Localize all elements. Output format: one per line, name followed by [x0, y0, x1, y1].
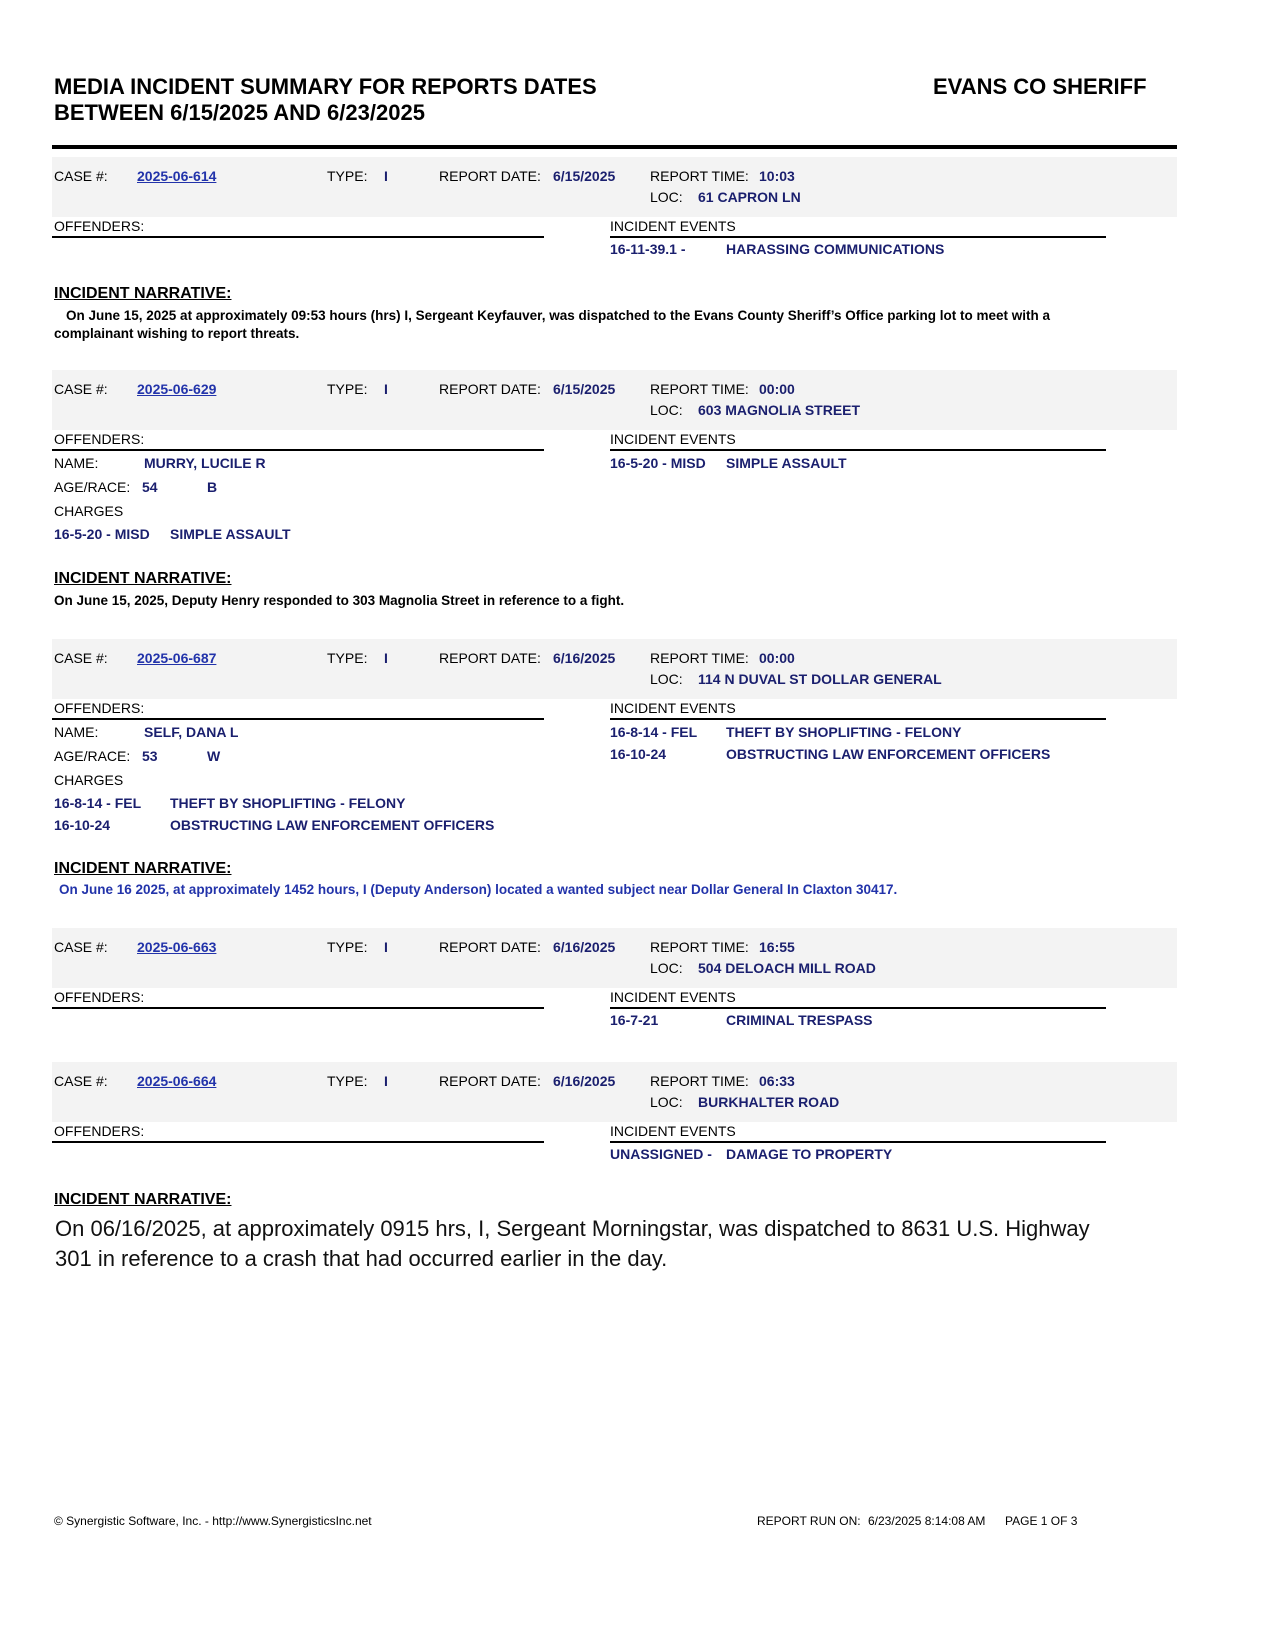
report-date-value: 6/15/2025 — [553, 168, 616, 184]
type-label: TYPE: — [327, 939, 368, 955]
type-value: I — [384, 168, 388, 184]
offender-race: W — [207, 748, 221, 764]
report-time-label: REPORT TIME: — [650, 939, 749, 955]
charges-label: CHARGES — [54, 772, 124, 788]
offenders-label: OFFENDERS: — [54, 700, 145, 716]
location-value: BURKHALTER ROAD — [698, 1094, 840, 1110]
offenders-rule — [52, 1007, 544, 1009]
narrative-text: On June 16 2025, at approximately 1452 hours, I (Deputy Anderson) located a wanted subject near Dollar General In Claxton 30417. — [59, 882, 898, 897]
event-description: SIMPLE ASSAULT — [726, 455, 847, 471]
location-label: LOC: — [650, 960, 683, 976]
report-date-value: 6/16/2025 — [553, 650, 616, 666]
location-value: 603 MAGNOLIA STREET — [698, 402, 861, 418]
case-header-band — [52, 370, 1177, 430]
event-description: HARASSING COMMUNICATIONS — [726, 241, 945, 257]
narrative-heading: INCIDENT NARRATIVE: — [54, 285, 232, 302]
report-date-label: REPORT DATE: — [439, 168, 541, 184]
charges-label: CHARGES — [54, 503, 124, 519]
case-header-band — [52, 639, 1177, 699]
offender-name: SELF, DANA L — [144, 724, 239, 740]
narrative-text: On June 15, 2025, Deputy Henry responded to 303 Magnolia Street in reference to a fight. — [54, 593, 625, 608]
case-number-link[interactable]: 2025-06-629 — [137, 381, 217, 397]
narrative-text-line2: 301 in reference to a crash that had occurred earlier in the day. — [55, 1246, 668, 1271]
report-date-value: 6/15/2025 — [553, 381, 616, 397]
narrative-text-line1: On 06/16/2025, at approximately 0915 hrs, I, Sergeant Morningstar, was dispatched to 8631 U.S. Highway — [55, 1216, 1090, 1241]
age-race-label: AGE/RACE: — [54, 479, 131, 495]
type-value: I — [384, 381, 388, 397]
footer-report-run-label: REPORT RUN ON: — [757, 1514, 861, 1528]
offender-name: MURRY, LUCILE R — [144, 455, 266, 471]
charge-code: 16-10-24 — [54, 817, 111, 833]
type-value: I — [384, 1073, 388, 1089]
event-code: 16-11-39.1 - — [610, 241, 686, 257]
agency-name: EVANS CO SHERIFF — [933, 74, 1147, 99]
case-number-link[interactable]: 2025-06-664 — [137, 1073, 217, 1089]
event-description: CRIMINAL TRESPASS — [726, 1012, 873, 1028]
event-description: DAMAGE TO PROPERTY — [726, 1146, 893, 1162]
report-time-label: REPORT TIME: — [650, 1073, 749, 1089]
footer-report-run-value: 6/23/2025 8:14:08 AM — [868, 1514, 986, 1528]
incident-events-rule — [610, 1141, 1106, 1143]
offender-name-label: NAME: — [54, 455, 99, 471]
event-code: 16-8-14 - FEL — [610, 724, 698, 740]
charge-description: OBSTRUCTING LAW ENFORCEMENT OFFICERS — [170, 817, 495, 833]
type-value: I — [384, 650, 388, 666]
case-number-label: CASE #: — [54, 1073, 108, 1089]
narrative-text: On June 15, 2025 at approximately 09:53 hours (hrs) I, Sergeant Keyfauver, was dispatched to the Evans County Sheriff’s Office parking lot to meet with a complainant wishing to report threats. — [54, 308, 1051, 341]
type-label: TYPE: — [327, 1073, 368, 1089]
incident-events-rule — [610, 449, 1106, 451]
footer-page-number: PAGE 1 OF 3 — [1005, 1514, 1078, 1528]
report-time-value: 10:03 — [759, 168, 795, 184]
offenders-label: OFFENDERS: — [54, 218, 145, 234]
offenders-label: OFFENDERS: — [54, 989, 145, 1005]
offender-age: 54 — [142, 479, 158, 495]
location-value: 114 N DUVAL ST DOLLAR GENERAL — [698, 671, 942, 687]
report-date-label: REPORT DATE: — [439, 1073, 541, 1089]
location-label: LOC: — [650, 189, 683, 205]
report-time-label: REPORT TIME: — [650, 650, 749, 666]
incident-events-label: INCIDENT EVENTS — [610, 431, 736, 447]
incident-events-label: INCIDENT EVENTS — [610, 989, 736, 1005]
charge-code: 16-8-14 - FEL — [54, 795, 142, 811]
type-label: TYPE: — [327, 650, 368, 666]
footer-copyright: © Synergistic Software, Inc. - http://www.SynergisticsInc.net — [54, 1514, 372, 1528]
location-label: LOC: — [650, 1094, 683, 1110]
case-number-label: CASE #: — [54, 939, 108, 955]
report-time-label: REPORT TIME: — [650, 381, 749, 397]
header-rule — [52, 145, 1177, 149]
report-date-label: REPORT DATE: — [439, 939, 541, 955]
report-date-label: REPORT DATE: — [439, 650, 541, 666]
report-time-value: 00:00 — [759, 381, 795, 397]
offenders-rule — [52, 718, 544, 720]
offenders-label: OFFENDERS: — [54, 431, 145, 447]
report-time-value: 16:55 — [759, 939, 795, 955]
report-date-label: REPORT DATE: — [439, 381, 541, 397]
offenders-rule — [52, 1141, 544, 1143]
location-value: 61 CAPRON LN — [698, 189, 801, 205]
case-number-label: CASE #: — [54, 381, 108, 397]
case-number-link[interactable]: 2025-06-663 — [137, 939, 217, 955]
event-description: THEFT BY SHOPLIFTING - FELONY — [726, 724, 962, 740]
incident-events-rule — [610, 1007, 1106, 1009]
case-number-label: CASE #: — [54, 650, 108, 666]
event-code: UNASSIGNED - — [610, 1146, 712, 1162]
report-time-label: REPORT TIME: — [650, 168, 749, 184]
narrative-heading: INCIDENT NARRATIVE: — [54, 860, 232, 877]
report-title-line1: MEDIA INCIDENT SUMMARY FOR REPORTS DATES — [54, 74, 597, 99]
case-header-band — [52, 1062, 1177, 1122]
incident-events-label: INCIDENT EVENTS — [610, 700, 736, 716]
case-number-link[interactable]: 2025-06-614 — [137, 168, 217, 184]
location-label: LOC: — [650, 402, 683, 418]
case-number-link[interactable]: 2025-06-687 — [137, 650, 217, 666]
type-label: TYPE: — [327, 168, 368, 184]
report-time-value: 06:33 — [759, 1073, 795, 1089]
offenders-rule — [52, 449, 544, 451]
offender-age: 53 — [142, 748, 158, 764]
event-code: 16-10-24 — [610, 746, 667, 762]
type-label: TYPE: — [327, 381, 368, 397]
event-code: 16-5-20 - MISD — [610, 455, 706, 471]
charge-description: THEFT BY SHOPLIFTING - FELONY — [170, 795, 406, 811]
report-time-value: 00:00 — [759, 650, 795, 666]
age-race-label: AGE/RACE: — [54, 748, 131, 764]
narrative-heading: INCIDENT NARRATIVE: — [54, 570, 232, 587]
offenders-rule — [52, 236, 544, 238]
incident-events-label: INCIDENT EVENTS — [610, 218, 736, 234]
incident-events-rule — [610, 236, 1106, 238]
event-code: 16-7-21 — [610, 1012, 659, 1028]
report-date-value: 6/16/2025 — [553, 939, 616, 955]
narrative-heading: INCIDENT NARRATIVE: — [54, 1191, 232, 1208]
offender-name-label: NAME: — [54, 724, 99, 740]
incident-events-label: INCIDENT EVENTS — [610, 1123, 736, 1139]
charge-code: 16-5-20 - MISD — [54, 526, 150, 542]
location-label: LOC: — [650, 671, 683, 687]
location-value: 504 DELOACH MILL ROAD — [698, 960, 876, 976]
charge-description: SIMPLE ASSAULT — [170, 526, 291, 542]
case-number-label: CASE #: — [54, 168, 108, 184]
report-title-line2: BETWEEN 6/15/2025 AND 6/23/2025 — [54, 100, 425, 125]
case-header-band — [52, 157, 1177, 217]
offender-race: B — [207, 479, 218, 495]
type-value: I — [384, 939, 388, 955]
report-date-value: 6/16/2025 — [553, 1073, 616, 1089]
event-description: OBSTRUCTING LAW ENFORCEMENT OFFICERS — [726, 746, 1051, 762]
incident-events-rule — [610, 718, 1106, 720]
offenders-label: OFFENDERS: — [54, 1123, 145, 1139]
case-header-band — [52, 928, 1177, 988]
